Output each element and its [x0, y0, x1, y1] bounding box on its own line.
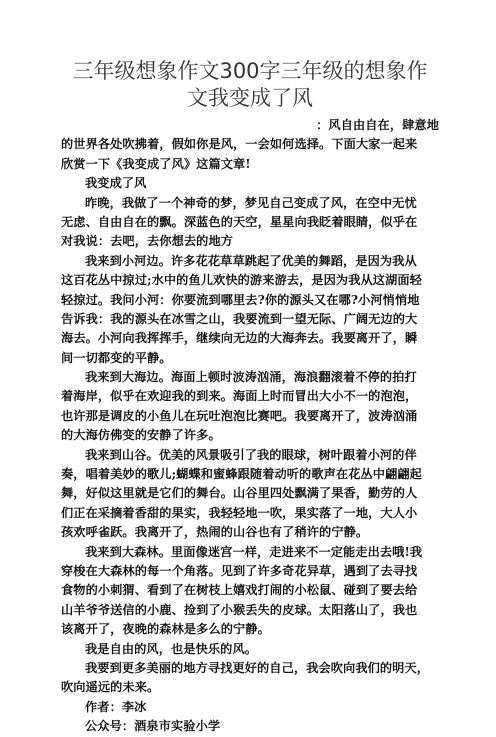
paragraph-line: 食物的小刺猬、看到了在树枝上嬉戏打闹的小松鼠、碰到了要去给: [61, 583, 418, 598]
paragraph-line: 我要到更多美丽的地方寻找更好的自己，我会吹向我们的明天，: [85, 660, 430, 675]
article-body: [61, 116, 439, 737]
paragraph-line: 间一切都变的平静。: [61, 350, 172, 365]
account-line: 公众号：酒泉市实验小学: [85, 719, 221, 734]
paragraph-line: 我来到小河边。许多花花草草跳起了优美的舞蹈，是因为我从: [85, 253, 417, 268]
paragraph-line: 孩欢呼雀跃。我离开了，热闹的山谷也有了稍许的宁静。: [61, 525, 369, 540]
paragraph-line: 无虑、自由自在的飘。深蓝色的天空，星星向我眨着眼睛，似乎在: [61, 214, 418, 229]
intro-line: 的世界各处吹拂着，假如你是风，一会如何选择。下面大家一起来: [61, 137, 418, 152]
paragraph-line: 昨晚，我做了一个神奇的梦，梦见自己变成了风，在空中无忧: [85, 195, 417, 210]
paragraph-line: 这百花丛中掠过;水中的鱼儿欢快的游来游去，是因为我从这湖面轻: [61, 273, 422, 288]
paragraph-line: 我来到大海边。海面上顿时波涛汹涌，海浪翻滚着不停的拍打: [85, 370, 417, 385]
paragraph-line: 告诉我：我的源头在冰雪之山，我要流到一望无际、广阔无边的大: [61, 311, 418, 326]
paragraph-line: 该离开了，夜晚的森林是多么的宁静。: [61, 622, 270, 637]
paragraph-line: 的大海仿佛变的安静了许多。: [61, 428, 221, 443]
paragraph-line: 我来到大森林。里面像迷宫一样，走进来不一定能走出去哦!我: [85, 544, 423, 559]
paragraph-line: 也许那是调皮的小鱼儿在玩吐泡泡比赛吧。我要离开了，波涛汹涌: [61, 408, 418, 423]
paragraph-line: 吹向遥远的未来。: [61, 680, 160, 695]
author-line: 作者：李冰: [85, 699, 147, 714]
document-title: [40, 58, 460, 112]
paragraph-line: 轻掠过。我问小河：你要流到哪里去?你的源头又在哪?小河悄悄地: [61, 292, 420, 307]
title-line-1: 三年级想象作文300字三年级的想象作: [72, 59, 428, 83]
paragraph-line: 对我说：去吧，去你想去的地方: [61, 234, 234, 249]
paragraph-line: 舞，好似这里就是它们的舞台。山谷里四处飘满了果香，勤劳的人: [61, 486, 418, 501]
paragraph-line: 我来到山谷。优美的风景吸引了我的眼球，树叶跟着小河的伴: [85, 447, 417, 462]
intro-line: ：风自由自在，肆意地: [316, 118, 439, 132]
paragraph-line: 我是自由的风，也是快乐的风。: [85, 641, 258, 656]
paragraph-line: 们正在采摘着香甜的果实，我轻轻地一吹，果实落了一地，大人小: [61, 505, 418, 520]
intro-line: 欣赏一下《我变成了风》这篇文章!: [61, 156, 251, 171]
paragraph-line: 海去。小河向我挥挥手，继续向无边的大海奔去。我要离开了，瞬: [61, 331, 418, 346]
article-heading: 我变成了风: [85, 176, 147, 191]
paragraph-line: 奏，唱着美妙的歌儿;蝴蝶和蜜蜂跟随着动听的歌声在花丛中翩翩起: [61, 467, 422, 482]
paragraph-line: 穿梭在大森林的每一个角落。见到了许多奇花异草，遇到了去寻找: [61, 563, 418, 578]
paragraph-line: 着海岸，似乎在欢迎我的到来。海面上时而冒出大小不一的泡泡，: [61, 389, 418, 404]
title-line-2: 文我变成了风: [187, 86, 313, 110]
paragraph-line: 山羊爷爷送信的小鹿、捡到了小猴丢失的皮球。太阳落山了，我也: [61, 602, 418, 617]
